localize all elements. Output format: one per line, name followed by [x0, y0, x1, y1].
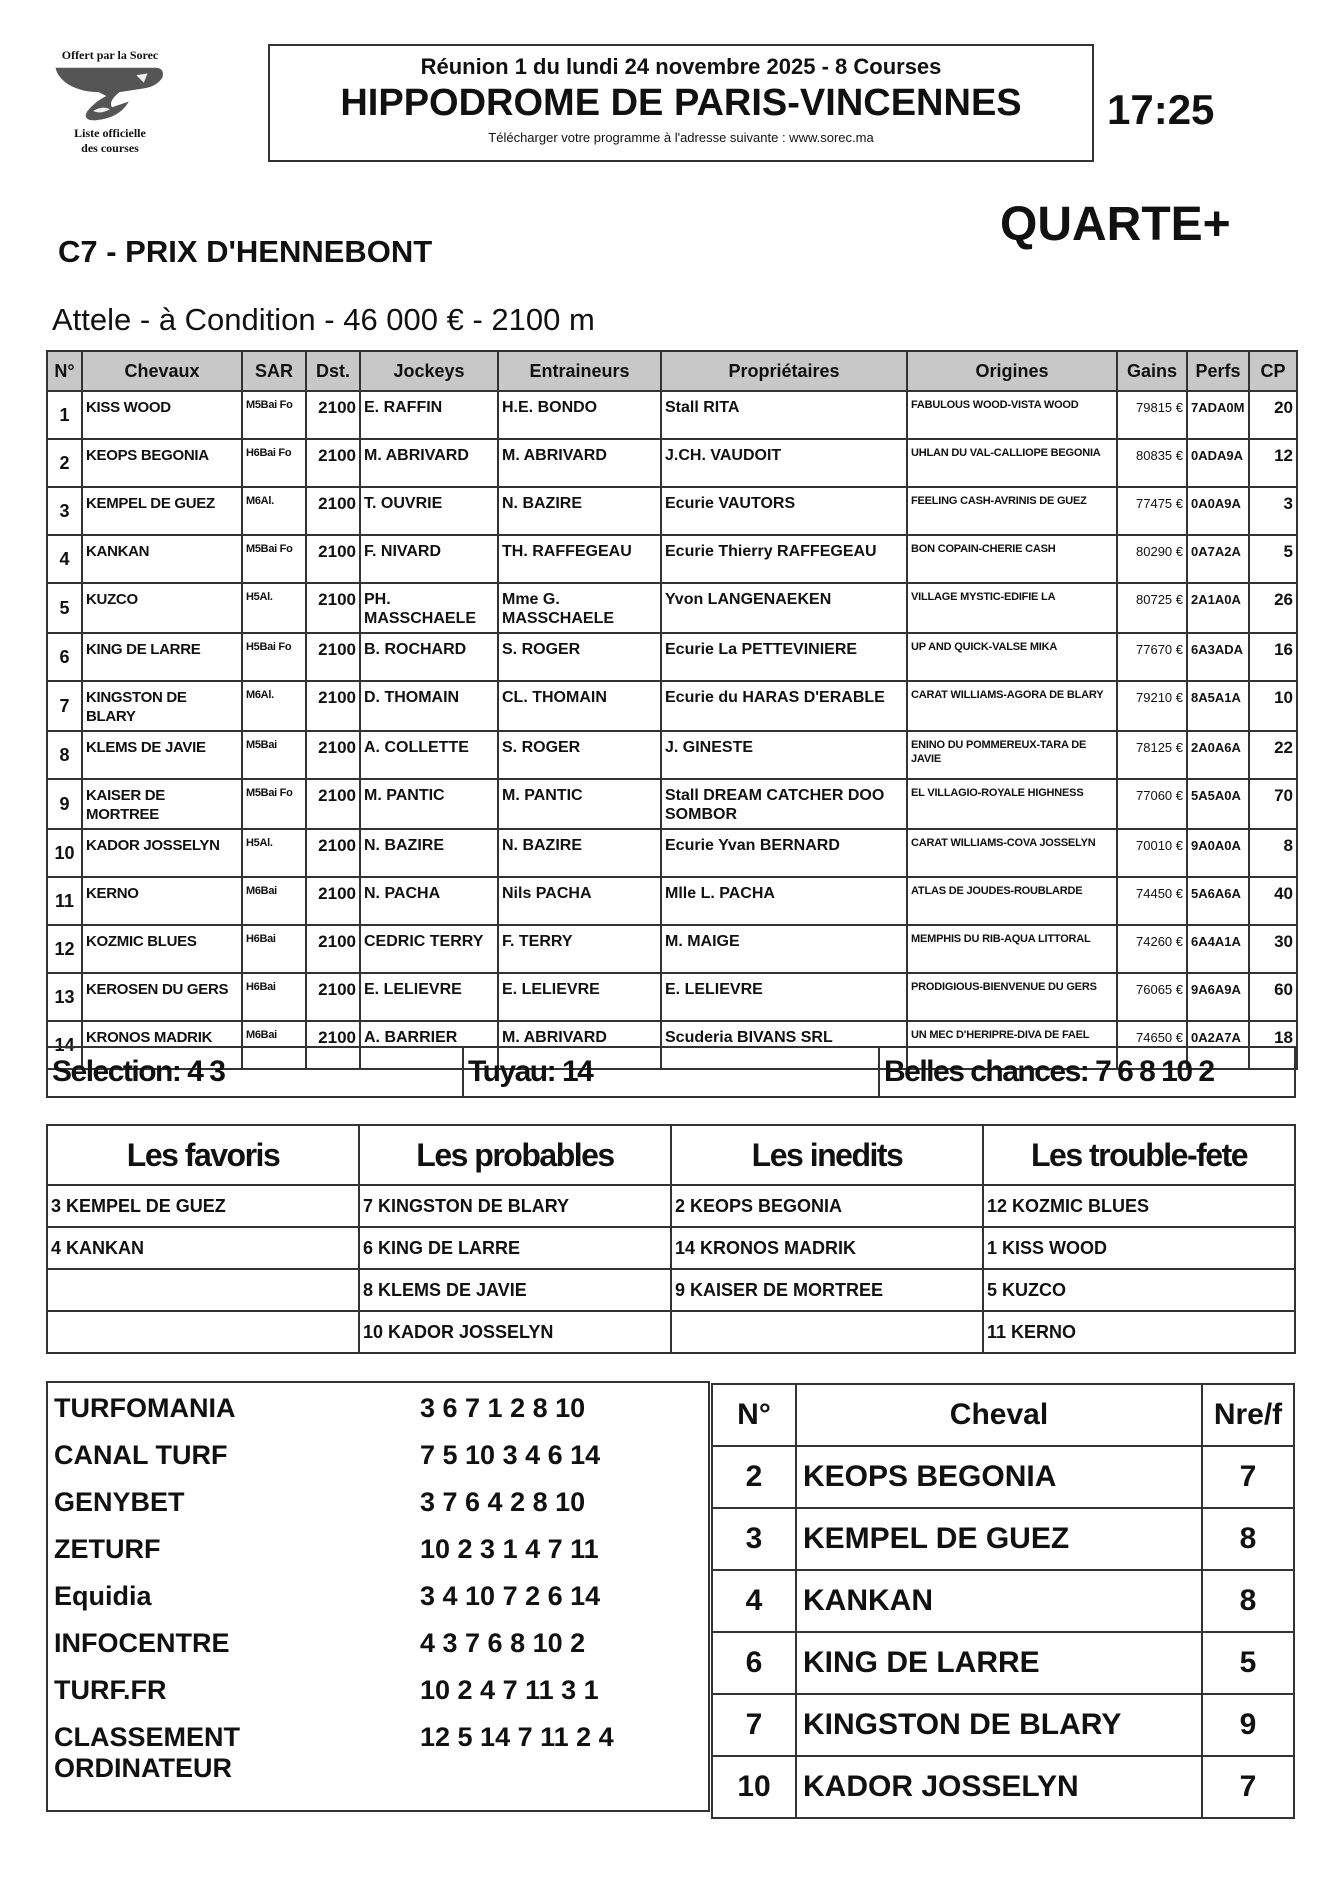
gains-cell: 74450 € [1117, 877, 1187, 925]
trainer-cell: S. ROGER [498, 633, 661, 681]
logo-bottom-text-2: des courses [81, 141, 139, 155]
quarte-number: 7 [712, 1694, 796, 1756]
sar-cell: H6Bai [242, 925, 306, 973]
col-header-sar: SAR [242, 351, 306, 391]
distance-cell: 2100 [306, 779, 360, 829]
perfs-cell: 5A5A0A [1187, 779, 1249, 829]
venue-title: HIPPODROME DE PARIS-VINCENNES [340, 82, 1022, 124]
trainer-cell: M. PANTIC [498, 779, 661, 829]
logo-bottom-text-1: Liste officielle [74, 126, 146, 140]
meeting-header [268, 44, 1094, 162]
runners-table [46, 350, 1298, 1070]
gains-cell: 80290 € [1117, 535, 1187, 583]
cat-inedits-entry: 14 KRONOS MADRIK [671, 1227, 983, 1269]
quarte-row [712, 1570, 1294, 1632]
distance-cell: 2100 [306, 487, 360, 535]
jockey-cell: F. NIVARD [360, 535, 498, 583]
quarte-number: 6 [712, 1632, 796, 1694]
cp-cell: 8 [1249, 829, 1297, 877]
quarte-number: 4 [712, 1570, 796, 1632]
jockey-cell: D. THOMAIN [360, 681, 498, 731]
jockey-cell: N. BAZIRE [360, 829, 498, 877]
table-row [47, 973, 1297, 1021]
col-header-gains: Gains [1117, 351, 1187, 391]
cat-header-inedits: Les inedits [671, 1125, 983, 1185]
cat-favoris-entry: 4 KANKAN [47, 1227, 359, 1269]
trainer-cell: S. ROGER [498, 731, 661, 779]
table-row [47, 391, 1297, 439]
quarte-header-row [712, 1384, 1294, 1446]
gains-cell: 80835 € [1117, 439, 1187, 487]
trainer-cell: H.E. BONDO [498, 391, 661, 439]
quarte-row [712, 1446, 1294, 1508]
press-source-picks: 12 5 14 7 11 2 4 [420, 1722, 614, 1752]
cp-cell: 70 [1249, 779, 1297, 829]
sar-cell: H5Al. [242, 583, 306, 633]
runner-number-cell: 7 [47, 681, 82, 731]
gains-cell: 80725 € [1117, 583, 1187, 633]
press-source-row [54, 1534, 702, 1581]
cat-header-favoris: Les favoris [47, 1125, 359, 1185]
col-header-owners: Propriétaires [661, 351, 907, 391]
trainer-cell: N. BAZIRE [498, 829, 661, 877]
tuyau: Tuyau: 14 [464, 1048, 880, 1096]
cp-cell: 30 [1249, 925, 1297, 973]
table-row [47, 779, 1297, 829]
runner-number-cell: 6 [47, 633, 82, 681]
owner-cell: Ecurie La PETTEVINIERE [661, 633, 907, 681]
origins-cell: UP AND QUICK-VALSE MIKA [907, 633, 1117, 681]
cat-inedits-entry: 9 KAISER DE MORTREE [671, 1269, 983, 1311]
cp-cell: 18 [1249, 1021, 1297, 1069]
origins-cell: FABULOUS WOOD-VISTA WOOD [907, 391, 1117, 439]
quarte-row [712, 1694, 1294, 1756]
quarte-row [712, 1632, 1294, 1694]
jockey-cell: T. OUVRIE [360, 487, 498, 535]
horse-name-cell: KRONOS MADRIK [82, 1021, 242, 1069]
press-source-row [54, 1675, 702, 1722]
origins-cell: CARAT WILLIAMS-COVA JOSSELYN [907, 829, 1117, 877]
trainer-cell: Nils PACHA [498, 877, 661, 925]
origins-cell: BON COPAIN-CHERIE CASH [907, 535, 1117, 583]
table-row [47, 633, 1297, 681]
belles-chances: Belles chances: 7 6 8 10 2 [884, 1055, 1214, 1088]
cp-cell: 20 [1249, 391, 1297, 439]
bet-type: QUARTE+ [1000, 198, 1231, 251]
owner-cell: Scuderia BIVANS SRL [661, 1021, 907, 1069]
quarte-count: 8 [1202, 1508, 1294, 1570]
sar-cell: M6Al. [242, 681, 306, 731]
gains-cell: 79815 € [1117, 391, 1187, 439]
cat-inedits-entry [671, 1311, 983, 1353]
trainer-cell: Mme G. MASSCHAELE [498, 583, 661, 633]
sar-cell: H5Bai Fo [242, 633, 306, 681]
col-header-number: N° [47, 351, 82, 391]
selection: Selection: 4 3 [48, 1048, 464, 1096]
category-row [47, 1227, 1295, 1269]
trainer-cell: M. ABRIVARD [498, 439, 661, 487]
origins-cell: FEELING CASH-AVRINIS DE GUEZ [907, 487, 1117, 535]
cat-trouble-fete-entry: 1 KISS WOOD [983, 1227, 1295, 1269]
quarte-count: 5 [1202, 1632, 1294, 1694]
table-row [47, 681, 1297, 731]
press-source-name: Equidia [54, 1581, 152, 1611]
jockey-cell: A. BARRIER [360, 1021, 498, 1069]
category-row [47, 1185, 1295, 1227]
origins-cell: EL VILLAGIO-ROYALE HIGHNESS [907, 779, 1117, 829]
origins-cell: VILLAGE MYSTIC-EDIFIE LA [907, 583, 1117, 633]
owner-cell: Ecurie VAUTORS [661, 487, 907, 535]
runner-number-cell: 5 [47, 583, 82, 633]
quarte-header-number: N° [712, 1384, 796, 1446]
perfs-cell: 7ADA0M [1187, 391, 1249, 439]
table-row [47, 487, 1297, 535]
col-header-cp: CP [1249, 351, 1297, 391]
distance-cell: 2100 [306, 439, 360, 487]
gains-cell: 77670 € [1117, 633, 1187, 681]
origins-cell: MEMPHIS DU RIB-AQUA LITTORAL [907, 925, 1117, 973]
owner-cell: M. MAIGE [661, 925, 907, 973]
quarte-count: 7 [1202, 1756, 1294, 1818]
distance-cell: 2100 [306, 681, 360, 731]
distance-cell: 2100 [306, 829, 360, 877]
perfs-cell: 9A6A9A [1187, 973, 1249, 1021]
cp-cell: 12 [1249, 439, 1297, 487]
jockey-cell: PH. MASSCHAELE [360, 583, 498, 633]
runner-number-cell: 3 [47, 487, 82, 535]
quarte-row [712, 1756, 1294, 1818]
download-note: Télécharger votre programme à l'adresse suivante : www.sorec.ma [488, 130, 874, 145]
cat-probables-entry: 10 KADOR JOSSELYN [359, 1311, 671, 1353]
table-row [47, 583, 1297, 633]
jockey-cell: M. PANTIC [360, 779, 498, 829]
sar-cell: M6Bai [242, 1021, 306, 1069]
quarte-summary-table [711, 1383, 1295, 1819]
horse-name-cell: KUZCO [82, 583, 242, 633]
cat-probables-entry: 8 KLEMS DE JAVIE [359, 1269, 671, 1311]
jockey-cell: E. LELIEVRE [360, 973, 498, 1021]
race-conditions: Attele - à Condition - 46 000 € - 2100 m [52, 302, 595, 337]
gains-cell: 70010 € [1117, 829, 1187, 877]
col-header-perfs: Perfs [1187, 351, 1249, 391]
owner-cell: J. GINESTE [661, 731, 907, 779]
table-row [47, 829, 1297, 877]
press-source-picks: 10 2 3 1 4 7 11 [420, 1534, 599, 1564]
cp-cell: 16 [1249, 633, 1297, 681]
press-source-picks: 3 4 10 7 2 6 14 [420, 1581, 601, 1611]
press-source-picks: 7 5 10 3 4 6 14 [420, 1440, 601, 1470]
distance-cell: 2100 [306, 925, 360, 973]
gains-cell: 77475 € [1117, 487, 1187, 535]
jockey-cell: E. RAFFIN [360, 391, 498, 439]
runner-number-cell: 11 [47, 877, 82, 925]
table-row [47, 925, 1297, 973]
meeting-info: Réunion 1 du lundi 24 novembre 2025 - 8 Courses [420, 54, 942, 79]
col-header-distance: Dst. [306, 351, 360, 391]
horse-name-cell: KLEMS DE JAVIE [82, 731, 242, 779]
press-source-row [54, 1628, 702, 1675]
gains-cell: 77060 € [1117, 779, 1187, 829]
perfs-cell: 5A6A6A [1187, 877, 1249, 925]
horse-name-cell: KISS WOOD [82, 391, 242, 439]
cp-cell: 40 [1249, 877, 1297, 925]
runner-number-cell: 8 [47, 731, 82, 779]
cp-cell: 5 [1249, 535, 1297, 583]
press-source-name: TURFOMANIA [54, 1393, 236, 1423]
cp-cell: 22 [1249, 731, 1297, 779]
press-source-picks: 3 7 6 4 2 8 10 [420, 1487, 586, 1517]
horse-name-cell: KEOPS BEGONIA [82, 439, 242, 487]
categories-header-row [47, 1125, 1295, 1185]
origins-cell: UN MEC D'HERIPRE-DIVA DE FAEL [907, 1021, 1117, 1069]
runner-number-cell: 13 [47, 973, 82, 1021]
distance-cell: 2100 [306, 583, 360, 633]
perfs-cell: 0ADA9A [1187, 439, 1249, 487]
press-source-name: GENYBET [54, 1487, 185, 1517]
perfs-cell: 0A7A2A [1187, 535, 1249, 583]
owner-cell: Stall DREAM CATCHER DOO SOMBOR [661, 779, 907, 829]
quarte-header-count: Nre/f [1202, 1384, 1294, 1446]
quarte-header-horse: Cheval [796, 1384, 1202, 1446]
runner-number-cell: 4 [47, 535, 82, 583]
cat-favoris-entry [47, 1311, 359, 1353]
distance-cell: 2100 [306, 391, 360, 439]
trainer-cell: TH. RAFFEGEAU [498, 535, 661, 583]
press-picks-box [46, 1381, 710, 1812]
cat-favoris-entry [47, 1269, 359, 1311]
horse-name-cell: KING DE LARRE [82, 633, 242, 681]
quarte-number: 10 [712, 1756, 796, 1818]
press-source-row [54, 1722, 702, 1784]
press-source-name: TURF.FR [54, 1675, 167, 1705]
distance-cell: 2100 [306, 731, 360, 779]
quarte-horse: KEMPEL DE GUEZ [796, 1508, 1202, 1570]
selection-bar [46, 1046, 1296, 1098]
cp-cell: 3 [1249, 487, 1297, 535]
perfs-cell: 6A4A1A [1187, 925, 1249, 973]
press-source-picks: 10 2 4 7 11 3 1 [420, 1675, 599, 1705]
owner-cell: Ecurie du HARAS D'ERABLE [661, 681, 907, 731]
cp-cell: 60 [1249, 973, 1297, 1021]
press-source-name: ZETURF [54, 1534, 161, 1564]
jockey-cell: M. ABRIVARD [360, 439, 498, 487]
trainer-cell: M. ABRIVARD [498, 1021, 661, 1069]
press-source-row [54, 1487, 702, 1534]
distance-cell: 2100 [306, 535, 360, 583]
categories-table [46, 1124, 1296, 1354]
origins-cell: ATLAS DE JOUDES-ROUBLARDE [907, 877, 1117, 925]
horse-name-cell: KEMPEL DE GUEZ [82, 487, 242, 535]
jockey-cell: A. COLLETTE [360, 731, 498, 779]
gains-cell: 74650 € [1117, 1021, 1187, 1069]
owner-cell: J.CH. VAUDOIT [661, 439, 907, 487]
runner-number-cell: 12 [47, 925, 82, 973]
runner-number-cell: 2 [47, 439, 82, 487]
owner-cell: Mlle L. PACHA [661, 877, 907, 925]
perfs-cell: 9A0A0A [1187, 829, 1249, 877]
jockey-cell: B. ROCHARD [360, 633, 498, 681]
gains-cell: 74260 € [1117, 925, 1187, 973]
sar-cell: M5Bai [242, 731, 306, 779]
distance-cell: 2100 [306, 1021, 360, 1069]
runner-number-cell: 10 [47, 829, 82, 877]
sar-cell: H5Al. [242, 829, 306, 877]
horse-name-cell: KADOR JOSSELYN [82, 829, 242, 877]
cat-inedits-entry: 2 KEOPS BEGONIA [671, 1185, 983, 1227]
sar-cell: M6Bai [242, 877, 306, 925]
press-source-name: CLASSEMENT ORDINATEUR [54, 1722, 241, 1783]
quarte-count: 8 [1202, 1570, 1294, 1632]
press-source-row [54, 1440, 702, 1487]
distance-cell: 2100 [306, 973, 360, 1021]
origins-cell: CARAT WILLIAMS-AGORA DE BLARY [907, 681, 1117, 731]
col-header-jockeys: Jockeys [360, 351, 498, 391]
press-source-row [54, 1581, 702, 1628]
horse-name-cell: KOZMIC BLUES [82, 925, 242, 973]
sorec-logo [48, 45, 172, 167]
cat-trouble-fete-entry: 11 KERNO [983, 1311, 1295, 1353]
origins-cell: ENINO DU POMMEREUX-TARA DE JAVIE [907, 731, 1117, 779]
cat-probables-entry: 7 KINGSTON DE BLARY [359, 1185, 671, 1227]
owner-cell: Ecurie Thierry RAFFEGEAU [661, 535, 907, 583]
origins-cell: UHLAN DU VAL-CALLIOPE BEGONIA [907, 439, 1117, 487]
sar-cell: H6Bai [242, 973, 306, 1021]
runner-number-cell: 9 [47, 779, 82, 829]
cat-trouble-fete-entry: 12 KOZMIC BLUES [983, 1185, 1295, 1227]
gains-cell: 76065 € [1117, 973, 1187, 1021]
press-source-row [54, 1393, 702, 1440]
race-time: 17:25 [1107, 86, 1215, 133]
race-title: C7 - PRIX D'HENNEBONT [58, 234, 433, 269]
col-header-trainers: Entraineurs [498, 351, 661, 391]
quarte-row [712, 1508, 1294, 1570]
distance-cell: 2100 [306, 633, 360, 681]
horse-name-cell: KEROSEN DU GERS [82, 973, 242, 1021]
perfs-cell: 2A1A0A [1187, 583, 1249, 633]
col-header-horses: Chevaux [82, 351, 242, 391]
runner-number-cell: 1 [47, 391, 82, 439]
col-header-origins: Origines [907, 351, 1117, 391]
perfs-cell: 2A0A6A [1187, 731, 1249, 779]
table-row [47, 731, 1297, 779]
press-source-picks: 3 6 7 1 2 8 10 [420, 1393, 586, 1423]
sar-cell: M6Al. [242, 487, 306, 535]
horse-name-cell: KINGSTON DE BLARY [82, 681, 242, 731]
trainer-cell: CL. THOMAIN [498, 681, 661, 731]
table-row [47, 535, 1297, 583]
quarte-horse: KINGSTON DE BLARY [796, 1694, 1202, 1756]
perfs-cell: 8A5A1A [1187, 681, 1249, 731]
horse-head-icon [50, 64, 170, 126]
owner-cell: Yvon LANGENAEKEN [661, 583, 907, 633]
category-row [47, 1269, 1295, 1311]
runner-number-cell: 14 [47, 1021, 82, 1069]
owner-cell: Ecurie Yvan BERNARD [661, 829, 907, 877]
quarte-horse: KADOR JOSSELYN [796, 1756, 1202, 1818]
sar-cell: M5Bai Fo [242, 779, 306, 829]
horse-name-cell: KANKAN [82, 535, 242, 583]
sar-cell: M5Bai Fo [242, 391, 306, 439]
quarte-count: 9 [1202, 1694, 1294, 1756]
origins-cell: PRODIGIOUS-BIENVENUE DU GERS [907, 973, 1117, 1021]
quarte-horse: KANKAN [796, 1570, 1202, 1632]
distance-cell: 2100 [306, 877, 360, 925]
cat-header-trouble-fete: Les trouble-fete [983, 1125, 1295, 1185]
press-source-name: CANAL TURF [54, 1440, 228, 1470]
horse-name-cell: KAISER DE MORTREE [82, 779, 242, 829]
quarte-number: 3 [712, 1508, 796, 1570]
cat-probables-entry: 6 KING DE LARRE [359, 1227, 671, 1269]
quarte-horse: KEOPS BEGONIA [796, 1446, 1202, 1508]
owner-cell: Stall RITA [661, 391, 907, 439]
cp-cell: 26 [1249, 583, 1297, 633]
cp-cell: 10 [1249, 681, 1297, 731]
gains-cell: 78125 € [1117, 731, 1187, 779]
jockey-cell: N. PACHA [360, 877, 498, 925]
trainer-cell: E. LELIEVRE [498, 973, 661, 1021]
trainer-cell: F. TERRY [498, 925, 661, 973]
table-row [47, 877, 1297, 925]
quarte-number: 2 [712, 1446, 796, 1508]
table-header-row [47, 351, 1297, 391]
cat-header-probables: Les probables [359, 1125, 671, 1185]
category-row [47, 1311, 1295, 1353]
owner-cell: E. LELIEVRE [661, 973, 907, 1021]
cat-favoris-entry: 3 KEMPEL DE GUEZ [47, 1185, 359, 1227]
gains-cell: 79210 € [1117, 681, 1187, 731]
quarte-horse: KING DE LARRE [796, 1632, 1202, 1694]
press-source-name: INFOCENTRE [54, 1628, 230, 1658]
sar-cell: M5Bai Fo [242, 535, 306, 583]
perfs-cell: 6A3ADA [1187, 633, 1249, 681]
trainer-cell: N. BAZIRE [498, 487, 661, 535]
sar-cell: H6Bai Fo [242, 439, 306, 487]
perfs-cell: 0A2A7A [1187, 1021, 1249, 1069]
quarte-count: 7 [1202, 1446, 1294, 1508]
cat-trouble-fete-entry: 5 KUZCO [983, 1269, 1295, 1311]
jockey-cell: CEDRIC TERRY [360, 925, 498, 973]
table-row [47, 439, 1297, 487]
logo-top-text: Offert par la Sorec [61, 48, 159, 62]
perfs-cell: 0A0A9A [1187, 487, 1249, 535]
horse-name-cell: KERNO [82, 877, 242, 925]
press-source-picks: 4 3 7 6 8 10 2 [420, 1628, 586, 1658]
